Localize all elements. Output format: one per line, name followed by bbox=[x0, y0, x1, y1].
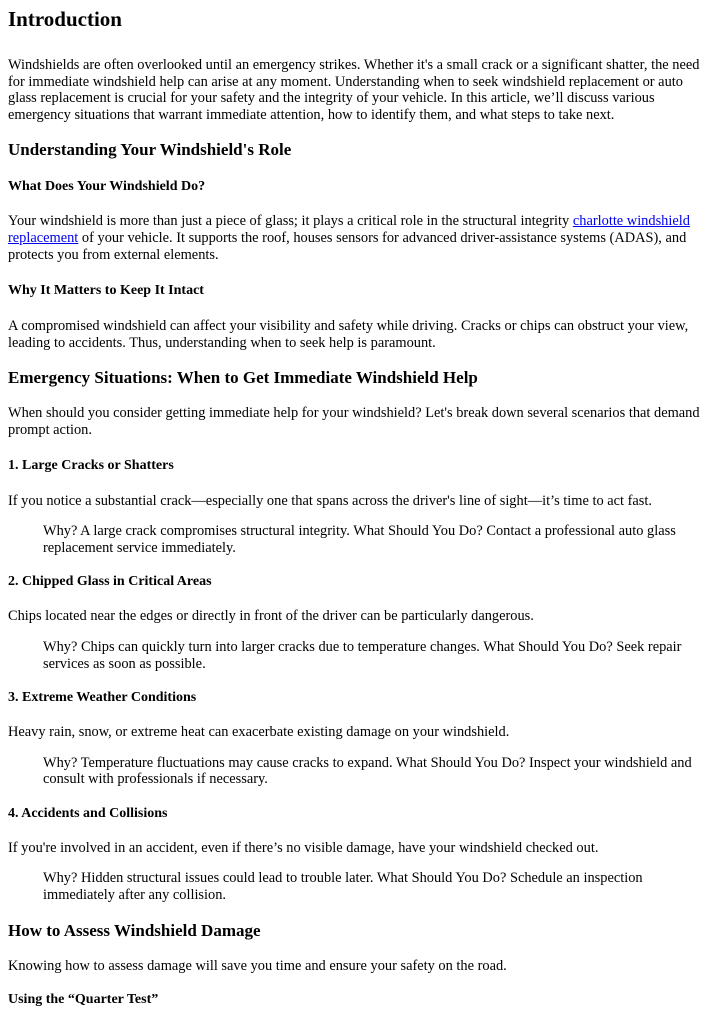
text-after-link: of your vehicle. It supports the roof, houses sensors for advanced driver-assistance systems (ADAS), and protects you from external elements. bbox=[8, 229, 687, 263]
section-heading-emergency-situations: Emergency Situations: When to Get Immediate Windshield Help bbox=[8, 368, 478, 388]
section-heading-assess-damage: How to Assess Windshield Damage bbox=[8, 920, 261, 940]
item-quote: Why? Temperature fluctuations may cause cracks to expand. What Should You Do? Inspect your windshield and consult with professionals if necessary. bbox=[43, 754, 692, 788]
item-heading: 3. Extreme Weather Conditions bbox=[8, 690, 197, 706]
item-heading: 2. Chipped Glass in Critical Areas bbox=[8, 574, 212, 590]
charlotte-windshield-replacement-link[interactable]: charlotte windshield replacement bbox=[8, 213, 690, 246]
item-paragraph: If you're involved in an accident, even if there’s no visible damage, have your windshield checked out. bbox=[8, 839, 599, 856]
section-heading-windshield-role: Understanding Your Windshield's Role bbox=[8, 140, 292, 160]
intro-paragraph: Windshields are often overlooked until an emergency strikes. Whether it's a small crack or a significant shatter, the need for immediate windshield help can arise at any moment. Understanding when to seek windshield replacement or auto glass replacement is crucial for your safety and the integrity of your vehicle. In this article, we’ll discuss various emergency situations that warrant immediate attention, how to identify them, and what steps to take next. bbox=[8, 57, 700, 123]
item-heading: 4. Accidents and Collisions bbox=[8, 805, 168, 821]
subheading-what-windshield-does: What Does Your Windshield Do? bbox=[8, 179, 206, 195]
paragraph-keep-intact: A compromised windshield can affect your visibility and safety while driving. Cracks or chips can obstruct your view, leading to accidents. Thus, understanding when to seek help is paramount. bbox=[8, 318, 689, 351]
item-quote: Why? Chips can quickly turn into larger cracks due to temperature changes. What Should You Do? Seek repair services as soon as possible. bbox=[43, 638, 682, 672]
item-paragraph: Heavy rain, snow, or extreme heat can exacerbate existing damage on your windshield. bbox=[8, 724, 510, 741]
item-paragraph: Chips located near the edges or directly in front of the driver can be particularly dangerous. bbox=[8, 608, 534, 625]
item-heading: 1. Large Cracks or Shatters bbox=[8, 457, 174, 473]
subheading-why-keep-intact: Why It Matters to Keep It Intact bbox=[8, 283, 204, 299]
paragraph-emergency-intro: When should you consider getting immediate help for your windshield? Let's break down several scenarios that demand prompt action. bbox=[8, 405, 700, 438]
article bbox=[0, 6, 720, 1009]
paragraph-windshield-role bbox=[8, 213, 712, 263]
item-quote: Why? A large crack compromises structural integrity. What Should You Do? Contact a professional auto glass replacement service immediately. bbox=[43, 523, 676, 556]
item-paragraph: If you notice a substantial crack—especially one that spans across the driver's line of sight—it’s time to act fast. bbox=[8, 492, 652, 509]
item-quote: Why? Hidden structural issues could lead to trouble later. What Should You Do? Schedule an inspection immediately after any collision. bbox=[43, 870, 643, 904]
text-before-link: Your windshield is more than just a piece of glass; it plays a critical role in the structural integrity bbox=[8, 213, 573, 230]
subheading-quarter-test: Using the “Quarter Test” bbox=[8, 992, 159, 1008]
paragraph-assess-intro: Knowing how to assess damage will save you time and ensure your safety on the road. bbox=[8, 957, 507, 974]
page-title: Introduction bbox=[8, 7, 122, 31]
